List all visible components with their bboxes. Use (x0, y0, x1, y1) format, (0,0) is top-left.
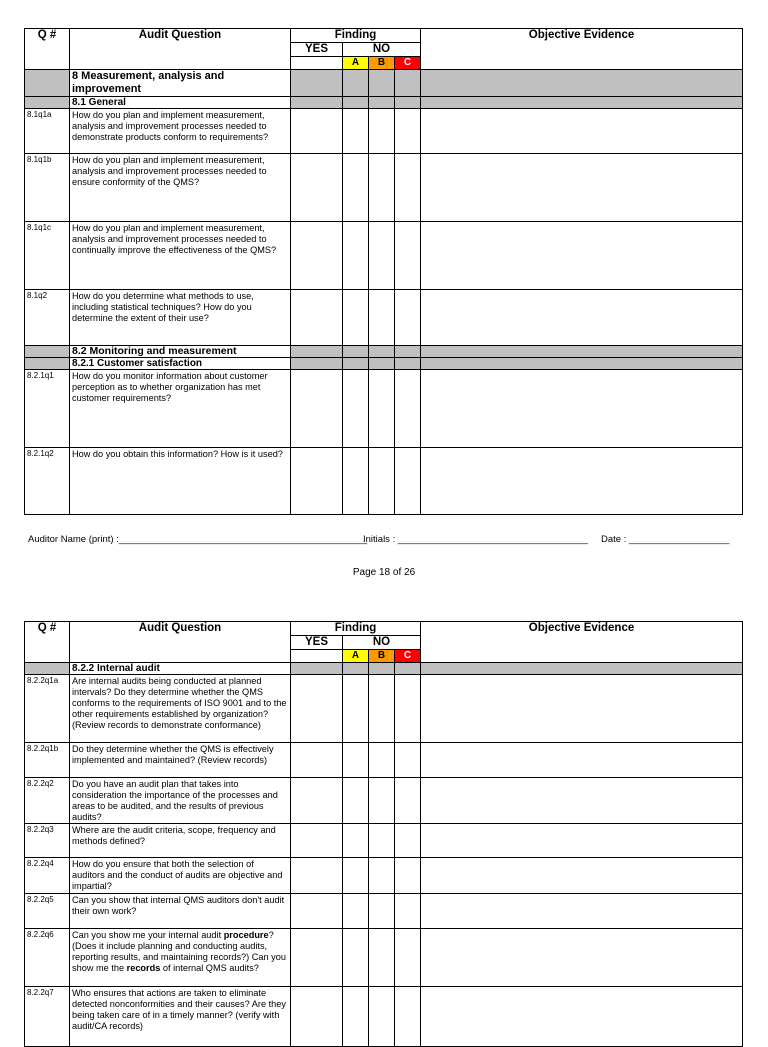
finding-header: Finding (291, 622, 421, 636)
table-row (25, 778, 743, 824)
a-cell[interactable] (343, 824, 369, 858)
question-text: How do you plan and implement measurement, analysis and improvement processes needed to continually improve the effectiveness of the QMS? (70, 222, 291, 290)
initials-field[interactable]: Initials : ____________________________________ (363, 534, 589, 545)
objective-evidence-header: Objective Evidence (421, 29, 743, 70)
question-text: Who ensures that actions are taken to eliminate detected nonconformities and their causes? Are they being taken care of in a timely manner? (verify with audit/CA records) (70, 987, 291, 1047)
yes-cell[interactable] (291, 448, 343, 515)
finding-header: Finding (291, 29, 421, 43)
evidence-cell[interactable] (421, 894, 743, 929)
yes-header: YES (291, 43, 343, 57)
question-text: Where are the audit criteria, scope, frequency and methods defined? (70, 824, 291, 858)
b-cell[interactable] (369, 222, 395, 290)
b-cell[interactable] (369, 824, 395, 858)
yes-cell[interactable] (291, 778, 343, 824)
yes-grade-cell (291, 650, 343, 663)
table-row (25, 894, 743, 929)
question-number: 8.2.2q1b (25, 743, 70, 778)
b-cell[interactable] (369, 894, 395, 929)
question-number: 8.2.2q7 (25, 987, 70, 1047)
b-cell[interactable] (369, 743, 395, 778)
a-cell[interactable] (343, 778, 369, 824)
question-number: 8.2.2q2 (25, 778, 70, 824)
date-field[interactable]: Date : ___________________ (601, 534, 730, 545)
q-number-header: Q # (25, 622, 70, 663)
question-number: 8.2.2q5 (25, 894, 70, 929)
no-header: NO (343, 43, 421, 57)
b-cell[interactable] (369, 987, 395, 1047)
evidence-cell[interactable] (421, 675, 743, 743)
page-number: Page 18 of 26 (352, 567, 416, 578)
b-cell[interactable] (369, 370, 395, 448)
question-number: 8.2.2q1a (25, 675, 70, 743)
evidence-cell[interactable] (421, 929, 743, 987)
evidence-cell[interactable] (421, 858, 743, 894)
grade-a-label: A (343, 57, 369, 70)
question-text: How do you monitor information about customer perception as to whether organization has met customer requirements? (70, 370, 291, 448)
yes-cell[interactable] (291, 743, 343, 778)
auditor-name-field[interactable]: Auditor Name (print) :_______________________________________________ (28, 534, 368, 545)
c-cell[interactable] (395, 929, 421, 987)
table-row (25, 370, 743, 448)
yes-grade-cell (291, 57, 343, 70)
b-cell[interactable] (369, 109, 395, 154)
audit-table-page-19 (24, 621, 743, 1047)
b-cell[interactable] (369, 675, 395, 743)
c-cell[interactable] (395, 894, 421, 929)
b-cell[interactable] (369, 929, 395, 987)
question-number: 8.2.1q1 (25, 370, 70, 448)
grade-c-label: C (395, 650, 421, 663)
yes-cell[interactable] (291, 290, 343, 346)
question-text: How do you plan and implement measurement, analysis and improvement processes needed to demonstrate products conform to requirements? (70, 109, 291, 154)
table-row (25, 743, 743, 778)
subsection-title: 8.1 General (70, 97, 291, 109)
grade-c-label: C (395, 57, 421, 70)
a-cell[interactable] (343, 894, 369, 929)
a-cell[interactable] (343, 743, 369, 778)
evidence-cell[interactable] (421, 778, 743, 824)
table-row (25, 929, 743, 987)
yes-cell[interactable] (291, 370, 343, 448)
table-row (25, 154, 743, 222)
table-row (25, 675, 743, 743)
audit-table-page-18 (24, 28, 743, 515)
c-cell[interactable] (395, 448, 421, 515)
c-cell[interactable] (395, 290, 421, 346)
c-cell[interactable] (395, 824, 421, 858)
yes-header: YES (291, 636, 343, 650)
table-row (25, 858, 743, 894)
c-cell[interactable] (395, 743, 421, 778)
a-cell[interactable] (343, 370, 369, 448)
yes-cell[interactable] (291, 154, 343, 222)
evidence-cell[interactable] (421, 222, 743, 290)
a-cell[interactable] (343, 154, 369, 222)
a-cell[interactable] (343, 929, 369, 987)
subsection-title: 8.2 Monitoring and measurement (70, 346, 291, 358)
evidence-cell[interactable] (421, 109, 743, 154)
c-cell[interactable] (395, 778, 421, 824)
yes-cell[interactable] (291, 109, 343, 154)
question-text: How do you plan and implement measurement, analysis and improvement processes needed to ensure conformity of the QMS? (70, 154, 291, 222)
question-number: 8.1q2 (25, 290, 70, 346)
c-cell[interactable] (395, 109, 421, 154)
subsection-title: 8.2.2 Internal audit (70, 663, 291, 675)
yes-cell[interactable] (291, 675, 343, 743)
table-row (25, 824, 743, 858)
question-text: How do you ensure that both the selection of auditors and the conduct of audits are objective and impartial? (70, 858, 291, 894)
question-number: 8.1q1a (25, 109, 70, 154)
grade-b-label: B (369, 57, 395, 70)
objective-evidence-header: Objective Evidence (421, 622, 743, 663)
b-cell[interactable] (369, 778, 395, 824)
question-number: 8.2.2q3 (25, 824, 70, 858)
yes-cell[interactable] (291, 824, 343, 858)
question-text: Are internal audits being conducted at planned intervals? Do they determine whether the QMS conforms to the requirements of ISO 9001 and to the other requirements established by organization? (Review records to demonstrate conformance) (70, 675, 291, 743)
c-cell[interactable] (395, 675, 421, 743)
a-cell[interactable] (343, 858, 369, 894)
c-cell[interactable] (395, 222, 421, 290)
evidence-cell[interactable] (421, 824, 743, 858)
table-row (25, 109, 743, 154)
evidence-cell[interactable] (421, 154, 743, 222)
question-number: 8.2.2q4 (25, 858, 70, 894)
yes-cell[interactable] (291, 987, 343, 1047)
table-row (25, 222, 743, 290)
question-text: Can you show that internal QMS auditors don't audit their own work? (70, 894, 291, 929)
subsection-title: 8.2.1 Customer satisfaction (70, 358, 291, 370)
yes-cell[interactable] (291, 929, 343, 987)
c-cell[interactable] (395, 858, 421, 894)
b-cell[interactable] (369, 448, 395, 515)
yes-cell[interactable] (291, 858, 343, 894)
evidence-cell[interactable] (421, 448, 743, 515)
question-number: 8.2.2q6 (25, 929, 70, 987)
b-cell[interactable] (369, 154, 395, 222)
question-text: How do you obtain this information? How is it used? (70, 448, 291, 515)
evidence-cell[interactable] (421, 290, 743, 346)
a-cell[interactable] (343, 987, 369, 1047)
a-cell[interactable] (343, 448, 369, 515)
grade-b-label: B (369, 650, 395, 663)
records-emphasis: records (126, 963, 161, 973)
question-number: 8.1q1b (25, 154, 70, 222)
evidence-cell[interactable] (421, 743, 743, 778)
c-cell[interactable] (395, 154, 421, 222)
question-text: How do you determine what methods to use, including statistical techniques? How do you determine the extent of their use? (70, 290, 291, 346)
audit-question-header: Audit Question (70, 29, 291, 70)
a-cell[interactable] (343, 109, 369, 154)
c-cell[interactable] (395, 987, 421, 1047)
a-cell[interactable] (343, 222, 369, 290)
question-number: 8.1q1c (25, 222, 70, 290)
a-cell[interactable] (343, 290, 369, 346)
grade-a-label: A (343, 650, 369, 663)
table-row (25, 987, 743, 1047)
q-number-header: Q # (25, 29, 70, 70)
question-text: Do they determine whether the QMS is effectively implemented and maintained? (Review records) (70, 743, 291, 778)
no-header: NO (343, 636, 421, 650)
table-row (25, 290, 743, 346)
table-row (25, 448, 743, 515)
evidence-cell[interactable] (421, 987, 743, 1047)
evidence-cell[interactable] (421, 370, 743, 448)
section-title: 8 Measurement, analysis and improvement (70, 70, 291, 97)
question-text: Do you have an audit plan that takes into consideration the importance of the processes and areas to be audited, and the results of previous audits? (70, 778, 291, 824)
c-cell[interactable] (395, 370, 421, 448)
audit-question-header: Audit Question (70, 622, 291, 663)
question-text: Can you show me your internal audit procedure? (Does it include planning and conducting audits, reporting results, and maintaining records?) Can you show me the records of internal QMS audits? (70, 929, 291, 987)
question-number: 8.2.1q2 (25, 448, 70, 515)
procedure-emphasis: procedure (223, 930, 269, 940)
b-cell[interactable] (369, 290, 395, 346)
a-cell[interactable] (343, 675, 369, 743)
yes-cell[interactable] (291, 894, 343, 929)
yes-cell[interactable] (291, 222, 343, 290)
b-cell[interactable] (369, 858, 395, 894)
